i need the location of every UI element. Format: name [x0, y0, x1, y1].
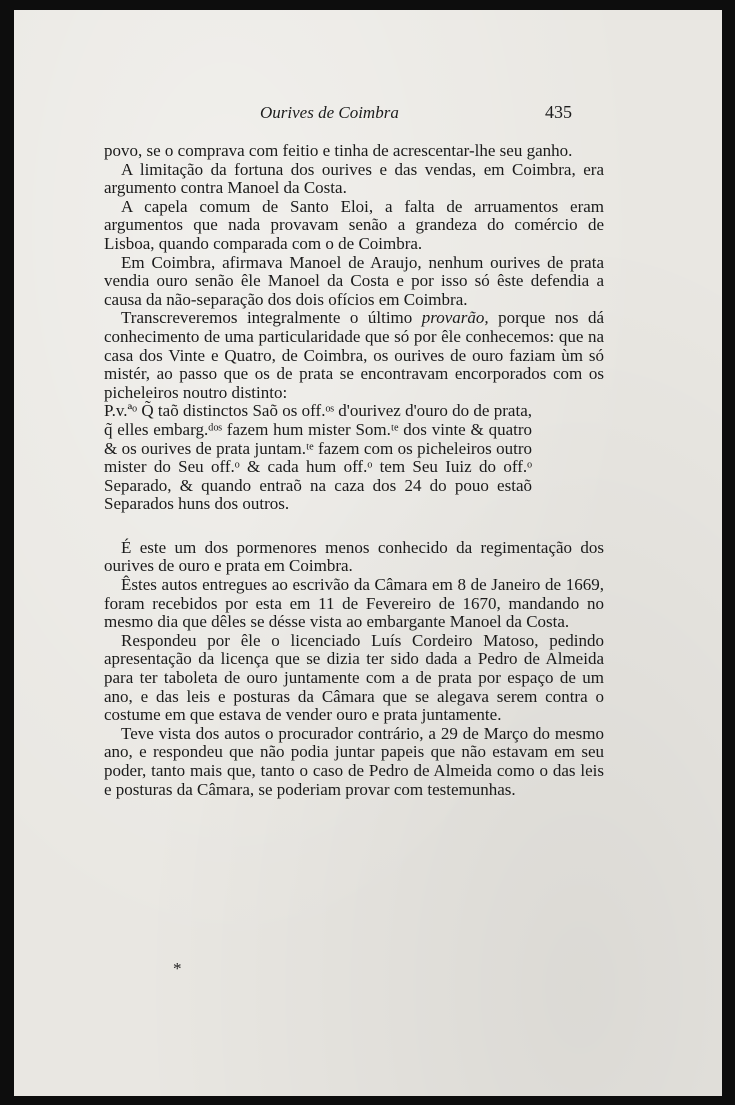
body-text: [104, 142, 604, 799]
paragraph: Teve vista dos autos o procurador contrário, a 29 de Março do mesmo ano, e respondeu que não podia juntar papeis que não estavam em seu poder, tanto mais que, tanto o caso de Pedro de Almeida como o das leis e posturas da Câmara, se poderiam provar com testemunhas.: [104, 723, 604, 799]
block-quotation: P.v.ªᵒ Q̃ taõ distinctos Saõ os off.ᵒˢ d'ourivez d'ouro do de prata, q̃ elles embarg.ᵈᵒˢ fazem hum mister Som.ᵗᵉ dos vinte & quatro & os ourives de prata juntam.ᵗᵉ fazem com os picheleiros outro mister do Seu off.ᵒ & cada hum off.ᵒ tem Seu Iuiz do off.ᵒ Separado, & quando entraõ na caza dos 24 do pouo estaõ Separados huns dos outros.: [104, 401, 532, 514]
paragraph: A limitação da fortuna dos ourives e das vendas, em Coimbra, era argumento contra Manoel da Costa.: [104, 159, 604, 198]
paragraph: [104, 309, 604, 402]
paragraph-text: Transcreveremos integralmente o último: [121, 308, 422, 328]
paragraph: É este um dos pormenores menos conhecido da regimentação dos ourives de ouro e prata em Coimbra.: [104, 537, 604, 576]
paragraph: A capela comum de Santo Eloi, a falta de arruamentos eram argumentos que nada provavam senão a grandeza do comércio de Lisboa, quando comparada com o de Coimbra.: [104, 196, 604, 253]
paragraph-text: porque nos dá conhecimento de uma particularidade que só por êle conhecemos: que na casa dos Vinte e Quatro, de Coimbra, os ourives de ouro faziam ùm só mistér, ao passo que os de prata se encontravam encorporados com os picheleiros noutro distinto:: [104, 308, 604, 402]
page-number: 435: [545, 102, 572, 122]
paragraph: Êstes autos entregues ao escrivão da Câmara em 8 de Janeiro de 1669, foram recebidos por esta em 11 de Fevereiro de 1670, mandando no mesmo dia que dêles se désse vista ao embargante Manoel da Costa.: [104, 575, 604, 632]
running-title: Ourives de Coimbra: [260, 103, 399, 122]
paragraph: povo, se o comprava com feitio e tinha de acrescentar-lhe seu ganho.: [104, 141, 573, 160]
book-page: [14, 10, 722, 1096]
italic-term: provarão,: [421, 308, 489, 328]
page-header: [14, 103, 722, 127]
paragraph: Respondeu por êle o licenciado Luís Cordeiro Matoso, pedindo apresentação da licença que se dizia ter sido dada a Pedro de Almeida para ter taboleta de ouro juntamente com a de prata por espaço de um ano, e das leis e posturas da Câmara que se alegava serem contra o costume em que estava de vender ouro e prata juntamente.: [104, 630, 604, 725]
paragraph: Em Coimbra, afirmava Manoel de Araujo, nenhum ourives de prata vendia ouro senão êle Manoel da Costa e por isso só êste defendia a causa da não-separação dos dois ofícios em Coimbra.: [104, 252, 604, 309]
section-end-mark: *: [173, 959, 182, 978]
